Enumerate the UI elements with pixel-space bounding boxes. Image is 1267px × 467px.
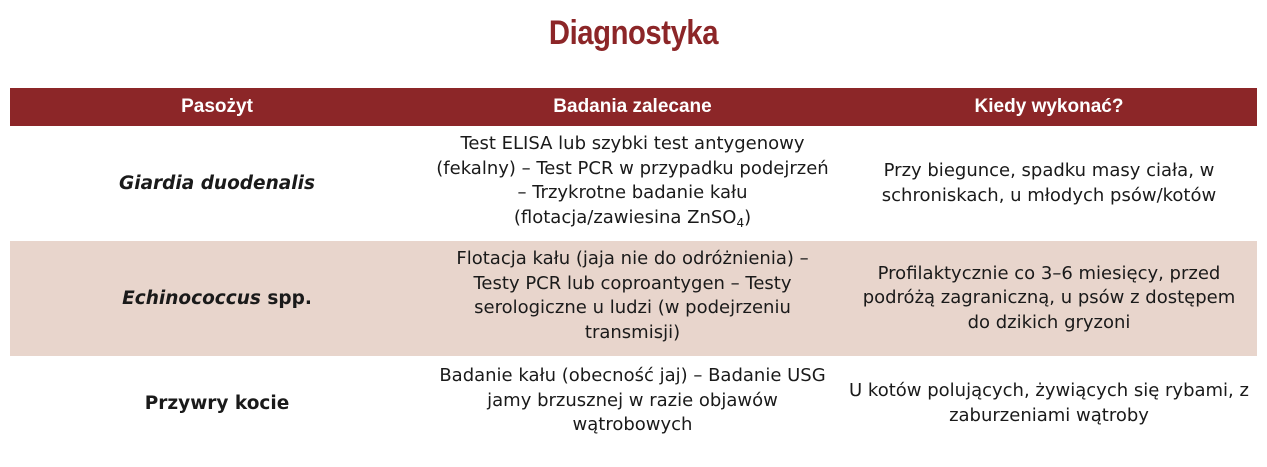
parasite-name-plain: spp. [260, 287, 312, 309]
when-to-test [841, 356, 1257, 451]
when-to-test-text: Profilaktycznie co 3–6 miesięcy, przed podróżą zagraniczną, u psów z dostępem do dzikich gryzoni [862, 262, 1236, 333]
table-row [10, 241, 1257, 356]
when-to-test-text: U kotów polujących, żywiących się rybami, z zaburzeniami wątroby [849, 380, 1249, 426]
recommended-tests-text: Flotacja kału (jaja nie do odróżnienia) – Testy PCR lub coproantygen – Testy serologiczne u ludzi (w podejrzeniu transmisji) [456, 248, 809, 343]
recommended-tests [424, 241, 841, 356]
parasite-name-plain: Przywry kocie [144, 392, 290, 414]
table-header [10, 88, 1257, 126]
parasite-name [10, 356, 424, 451]
recommended-tests-text: Test ELISA lub szybki test antygenowy (fekalny) – Test PCR w przypadku podejrzeń – Trzykrotne badanie kału (flotacja/zawiesina ZnSO [436, 133, 829, 228]
parasite-name [10, 126, 424, 241]
header-parasite: Pasożyt [181, 96, 253, 117]
recommended-tests [424, 356, 841, 451]
subscript: 4 [736, 215, 745, 230]
parasite-name [10, 241, 424, 356]
header-tests: Badania zalecane [553, 96, 712, 117]
parasite-name-italic: Echinococcus [122, 287, 261, 309]
recommended-tests [424, 126, 841, 241]
when-to-test [841, 126, 1257, 241]
when-to-test-text: Przy biegunce, spadku masy ciała, w schroniskach, u młodych psów/kotów [881, 160, 1217, 206]
table-row [10, 126, 1257, 241]
page-title: Diagnostyka [548, 14, 719, 52]
parasite-name-italic: Giardia duodenalis [119, 172, 315, 194]
when-to-test [841, 241, 1257, 356]
header-when: Kiedy wykonać? [974, 96, 1124, 117]
recommended-tests-text: Badanie kału (obecność jaj) – Badanie USG jamy brzusznej w razie objawów wątrobowych [439, 365, 826, 436]
table-row [10, 356, 1257, 451]
recommended-tests-suffix: ) [744, 206, 752, 228]
